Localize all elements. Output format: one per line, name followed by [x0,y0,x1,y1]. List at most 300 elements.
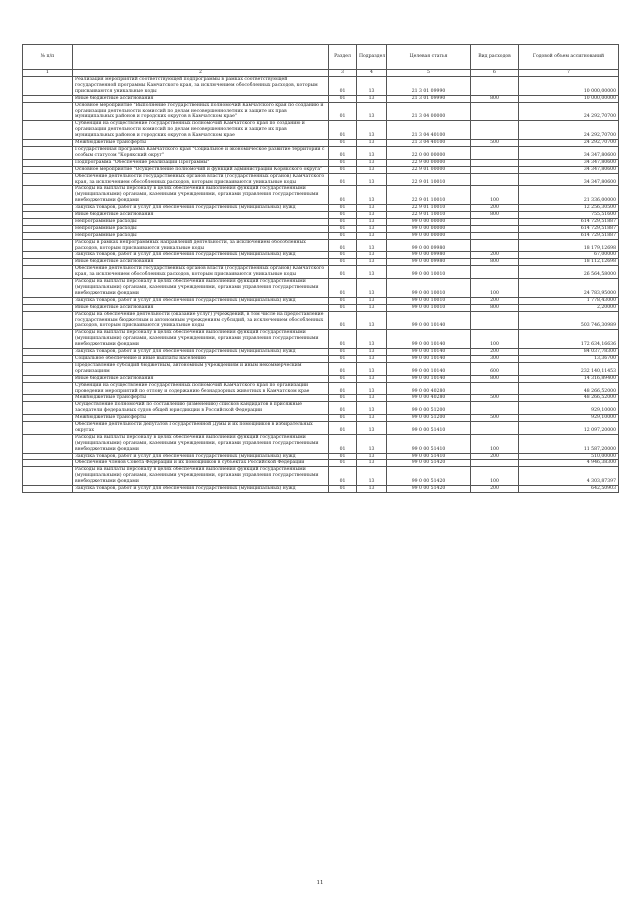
table-row [23,402,619,415]
page-number: 11 [316,880,324,886]
row-section: 01 [329,159,357,166]
row-name: Расходы в рамках непрограммных направлений деятельности, за исключением обособленных расходов, которым присваиваются уникальные коды [73,239,329,252]
row-section: 01 [329,279,357,298]
row-number [23,467,73,486]
table-row [23,434,619,453]
row-number [23,186,73,205]
row-number [23,239,73,252]
row-amount: 4 303,87397 [519,467,619,486]
table-row [23,375,619,382]
row-amount: 11 587,20000 [519,434,619,453]
row-subsection: 13 [357,259,387,266]
table-row [23,239,619,252]
row-section: 01 [329,297,357,304]
row-number [23,225,73,232]
row-number [23,330,73,349]
row-expense-type [471,218,519,225]
table-row [23,415,619,422]
table-row [23,486,619,493]
table-row [23,232,619,239]
row-number [23,252,73,259]
row-number [23,402,73,415]
row-section: 01 [329,434,357,453]
row-name: Закупка товаров, работ и услуг для обеспечения государственных (муниципальных) нужд [73,453,329,460]
row-amount: 48 266,52000 [519,382,619,395]
row-number [23,95,73,102]
row-amount: 24 292,70700 [519,140,619,147]
row-section: 01 [329,349,357,356]
row-section: 01 [329,395,357,402]
row-expense-type [471,422,519,435]
row-amount: 34 347,80600 [519,173,619,186]
row-expense-type: 200 [471,297,519,304]
row-target-article: 99 0 00 51420 [387,460,471,467]
row-subsection: 13 [357,453,387,460]
row-number [23,304,73,311]
row-expense-type: 100 [471,467,519,486]
header-target-article: Целевая статья [387,45,471,70]
table-row [23,121,619,140]
row-name: Закупка товаров, работ и услуг для обеспечения государственных (муниципальных) нужд [73,252,329,259]
row-expense-type: 100 [471,279,519,298]
row-expense-type [471,173,519,186]
row-target-article: 99 0 00 40280 [387,395,471,402]
table-row [23,467,619,486]
budget-table-page [22,44,618,493]
row-subsection: 13 [357,239,387,252]
row-expense-type [471,266,519,279]
table-row [23,382,619,395]
index-cell: 5 [387,70,471,77]
table-row [23,349,619,356]
row-name: Реализация мероприятий соответствующей подпрограммы в рамках соответствующей государственной программы Камчатского края, за исключением обособленных расходов, которым присваиваются уникальные коды [73,77,329,96]
row-target-article: 99 0 00 10140 [387,349,471,356]
row-name: Основное мероприятие "Выполнение государственных полномочий Камчатского края по созданию и организации деятельности комиссий по делам несовершеннолетних и защите их прав муниципальных районов и городских округов в Камчатском крае" [73,102,329,121]
row-amount: 172 634,16636 [519,330,619,349]
header-section: Раздел [329,45,357,70]
row-amount: 24 292,70700 [519,121,619,140]
row-expense-type [471,232,519,239]
row-section: 01 [329,402,357,415]
row-name: Расходы на обеспечение деятельности (оказание услуг) учреждений, в том числе на предоставление государственным бюджетным и автономным учреждениям субсидий, за исключением обособленных расходов, которым присваиваются уникальные коды [73,311,329,330]
row-amount: 14 316,89400 [519,375,619,382]
row-number [23,140,73,147]
row-number [23,297,73,304]
index-cell: 4 [357,70,387,77]
table-row [23,77,619,96]
row-target-article: 99 0 00 51420 [387,486,471,493]
index-cell: 1 [23,70,73,77]
row-expense-type: 200 [471,252,519,259]
row-name: Непрограммные расходы [73,218,329,225]
row-expense-type: 800 [471,375,519,382]
table-row [23,166,619,173]
row-name: Обеспечение членов Совета Федерации и их помощников в субъектах Российской Федерации [73,460,329,467]
row-name: Межбюджетные трансферты [73,415,329,422]
row-subsection: 13 [357,330,387,349]
row-section: 01 [329,252,357,259]
row-target-article: 99 0 00 10140 [387,362,471,375]
table-row [23,330,619,349]
column-index-row [23,70,619,77]
row-target-article: 21 3 04 40100 [387,140,471,147]
table-row [23,225,619,232]
row-target-article: 22 9 01 10010 [387,186,471,205]
row-target-article: 99 0 00 10010 [387,279,471,298]
row-number [23,311,73,330]
row-expense-type: 200 [471,349,519,356]
row-expense-type: 500 [471,140,519,147]
row-amount: 67,00000 [519,252,619,259]
row-section: 01 [329,259,357,266]
row-amount: 18 179,12698 [519,239,619,252]
row-name: Закупка товаров, работ и услуг для обеспечения государственных (муниципальных) нужд [73,486,329,493]
table-row [23,279,619,298]
row-expense-type: 600 [471,362,519,375]
row-section: 01 [329,422,357,435]
row-target-article: 21 3 01 09990 [387,77,471,96]
header-subsection: Подраздел [357,45,387,70]
row-section: 01 [329,218,357,225]
row-expense-type: 800 [471,95,519,102]
budget-table [22,44,619,493]
row-subsection: 13 [357,422,387,435]
table-row [23,460,619,467]
row-target-article: 22 0 00 00000 [387,146,471,159]
row-name: Межбюджетные трансферты [73,140,329,147]
row-amount: 614 729,51887 [519,218,619,225]
row-section: 01 [329,382,357,395]
row-subsection: 13 [357,382,387,395]
row-amount: 2,20000 [519,304,619,311]
index-cell: 7 [519,70,619,77]
row-expense-type: 500 [471,395,519,402]
row-target-article: 99 0 00 51200 [387,415,471,422]
row-section: 01 [329,95,357,102]
row-name: Расходы на выплаты персоналу в целях обеспечения выполнения функций государственными (муниципальными) органами, казенными учреждениями, органами управления государственными внебюджетными фондами [73,279,329,298]
row-expense-type: 200 [471,486,519,493]
row-subsection: 13 [357,121,387,140]
row-amount: 929,10000 [519,402,619,415]
row-section: 01 [329,467,357,486]
row-name: Закупка товаров, работ и услуг для обеспечения государственных (муниципальных) нужд [73,349,329,356]
table-row [23,259,619,266]
row-subsection: 13 [357,460,387,467]
row-amount: 34 347,80600 [519,166,619,173]
row-expense-type [471,77,519,96]
table-body [23,77,619,493]
row-subsection: 13 [357,266,387,279]
row-name: Межбюджетные трансферты [73,395,329,402]
row-subsection: 13 [357,402,387,415]
row-expense-type: 200 [471,205,519,212]
table-row [23,140,619,147]
row-name: Иные бюджетные ассигнования [73,304,329,311]
row-subsection: 13 [357,166,387,173]
row-number [23,349,73,356]
row-amount: 10 000,00000 [519,77,619,96]
row-expense-type [471,382,519,395]
row-subsection: 13 [357,159,387,166]
row-amount: 24 783,95000 [519,279,619,298]
row-number [23,382,73,395]
row-number [23,205,73,212]
row-amount: 929,10000 [519,415,619,422]
row-number [23,77,73,96]
table-row [23,95,619,102]
table-row [23,205,619,212]
row-number [23,395,73,402]
table-row [23,186,619,205]
header-expense-type: Вид расходов [471,45,519,70]
row-amount: 1 778,43000 [519,297,619,304]
row-amount: 26 564,58000 [519,266,619,279]
row-subsection: 13 [357,77,387,96]
row-expense-type: 100 [471,330,519,349]
row-name: Иные бюджетные ассигнования [73,95,329,102]
row-target-article: 99 0 00 10140 [387,311,471,330]
table-row [23,297,619,304]
row-number [23,159,73,166]
row-number [23,121,73,140]
row-name: Подпрограмма "Обеспечение реализации Программы" [73,159,329,166]
row-number [23,166,73,173]
row-expense-type [471,402,519,415]
row-section: 01 [329,486,357,493]
row-expense-type [471,166,519,173]
row-expense-type: 500 [471,415,519,422]
row-subsection: 13 [357,279,387,298]
row-target-article: 99 0 00 00000 [387,225,471,232]
table-row [23,311,619,330]
row-subsection: 13 [357,173,387,186]
row-section: 01 [329,232,357,239]
row-target-article: 99 0 00 10010 [387,266,471,279]
row-amount: 34 347,80600 [519,159,619,166]
row-section: 01 [329,330,357,349]
row-expense-type [471,225,519,232]
row-section: 01 [329,77,357,96]
row-expense-type [471,460,519,467]
table-row [23,395,619,402]
row-section: 01 [329,453,357,460]
row-section: 01 [329,239,357,252]
row-name: Социальное обеспечение и иные выплаты населению [73,355,329,362]
row-amount: 24 292,70700 [519,102,619,121]
row-name: Непрограммные расходы [73,232,329,239]
row-expense-type: 300 [471,355,519,362]
table-row [23,266,619,279]
row-target-article: 99 0 00 51410 [387,434,471,453]
row-section: 01 [329,102,357,121]
row-section: 01 [329,362,357,375]
row-number [23,486,73,493]
row-name: Расходы на выплаты персоналу в целях обеспечения выполнения функций государственными (муниципальными) органами, казенными учреждениями, органами управления государственными внебюджетными фондами [73,186,329,205]
row-subsection: 13 [357,232,387,239]
row-name: Иные бюджетные ассигнования [73,212,329,219]
row-section: 01 [329,225,357,232]
row-expense-type [471,146,519,159]
row-expense-type: 800 [471,259,519,266]
table-row [23,218,619,225]
table-row [23,173,619,186]
header-name [73,45,329,70]
row-target-article: 99 0 00 09980 [387,252,471,259]
row-subsection: 13 [357,415,387,422]
row-expense-type [471,311,519,330]
table-row [23,355,619,362]
row-name: Обеспечение деятельности государственных органов власти (государственных органов) Камчатского края, за исключением обособленных расходов, которым присваиваются уникальные коды [73,266,329,279]
row-expense-type [471,239,519,252]
row-subsection: 13 [357,212,387,219]
table-row [23,362,619,375]
row-amount: 13,36700 [519,355,619,362]
row-number [23,102,73,121]
row-section: 01 [329,121,357,140]
row-amount: 12 097,20000 [519,422,619,435]
row-target-article: 99 0 00 10010 [387,304,471,311]
row-section: 01 [329,212,357,219]
row-expense-type [471,159,519,166]
row-name: Расходы на выплаты персоналу в целях обеспечения выполнения функций государственными (муниципальными) органами, казенными учреждениями, органами управления государственными внебюджетными фондами [73,434,329,453]
table-row [23,212,619,219]
row-subsection: 13 [357,95,387,102]
row-subsection: 13 [357,375,387,382]
table-header-row [23,45,619,70]
row-number [23,146,73,159]
row-section: 01 [329,375,357,382]
row-subsection: 13 [357,311,387,330]
row-name: Закупка товаров, работ и услуг для обеспечения государственных (муниципальных) нужд [73,205,329,212]
row-amount: 10 000,00000 [519,95,619,102]
row-target-article: 21 3 04 00000 [387,102,471,121]
row-name: Осуществление полномочий по составлению (изменению) списков кандидатов в присяжные заседатели федеральных судов общей юрисдикции в Российской Федерации [73,402,329,415]
row-target-article: 21 3 04 40100 [387,121,471,140]
row-subsection: 13 [357,140,387,147]
row-subsection: 13 [357,486,387,493]
table-row [23,102,619,121]
row-name: Иные бюджетные ассигнования [73,259,329,266]
row-number [23,434,73,453]
row-section: 01 [329,166,357,173]
row-number [23,266,73,279]
row-subsection: 13 [357,218,387,225]
table-row [23,304,619,311]
row-section: 01 [329,460,357,467]
row-subsection: 13 [357,434,387,453]
row-expense-type: 100 [471,434,519,453]
row-subsection: 13 [357,395,387,402]
row-number [23,415,73,422]
row-target-article: 99 0 00 09980 [387,239,471,252]
row-target-article: 21 3 01 09990 [387,95,471,102]
row-name: Обеспечение деятельности государственных органов власти (государственных органов) Камчатского края, за исключением обособленных расходов, которым присваиваются уникальные коды [73,173,329,186]
row-expense-type [471,102,519,121]
row-target-article: 22 9 01 10010 [387,205,471,212]
row-amount: 34 347,80600 [519,146,619,159]
row-amount: 503 746,30989 [519,311,619,330]
row-target-article: 22 9 01 10010 [387,173,471,186]
row-target-article: 99 0 00 10140 [387,330,471,349]
row-name: Иные бюджетные ассигнования [73,375,329,382]
row-amount: 755,51600 [519,212,619,219]
row-target-article: 99 0 00 51420 [387,467,471,486]
row-subsection: 13 [357,349,387,356]
row-number [23,279,73,298]
row-target-article: 99 0 00 10140 [387,355,471,362]
row-expense-type: 800 [471,212,519,219]
row-amount: 510,00000 [519,453,619,460]
row-name: Непрограммные расходы [73,225,329,232]
row-number [23,259,73,266]
row-subsection: 13 [357,355,387,362]
table-row [23,159,619,166]
row-number [23,355,73,362]
row-subsection: 13 [357,304,387,311]
row-amount: 12 256,30500 [519,205,619,212]
row-number [23,375,73,382]
row-name: Расходы на выплаты персоналу в целях обеспечения выполнения функций государственными (муниципальными) органами, казенными учреждениями, органами управления государственными внебюджетными фондами [73,330,329,349]
table-row [23,422,619,435]
header-annual-amount: Годовой объем ассигнований [519,45,619,70]
index-cell: 6 [471,70,519,77]
row-section: 01 [329,205,357,212]
table-row [23,252,619,259]
row-number [23,232,73,239]
row-target-article: 22 9 01 10010 [387,212,471,219]
row-amount: 21 336,00000 [519,186,619,205]
row-target-article: 99 0 00 51410 [387,422,471,435]
row-section: 01 [329,146,357,159]
row-name: Закупка товаров, работ и услуг для обеспечения государственных (муниципальных) нужд [73,297,329,304]
row-amount: 18 112,12698 [519,259,619,266]
row-section: 01 [329,311,357,330]
row-target-article: 99 0 00 00000 [387,232,471,239]
row-target-article: 22 9 01 00000 [387,166,471,173]
row-target-article: 99 0 00 40280 [387,382,471,395]
row-subsection: 13 [357,205,387,212]
row-name: Государственная программа Камчатского края "Социальное и экономическое развитие территории с особым статусом "Корякский округ" [73,146,329,159]
row-target-article: 99 0 00 51410 [387,453,471,460]
row-expense-type: 800 [471,304,519,311]
row-amount: 642,50903 [519,486,619,493]
row-target-article: 99 0 00 10140 [387,375,471,382]
row-section: 01 [329,140,357,147]
row-amount: 48 266,52000 [519,395,619,402]
row-name: Субвенции на осуществление государственных полномочий Камчатского края по созданию и организации деятельности комиссий по делам несовершеннолетних и защите их прав муниципальных районов и городских округов в Камчатском крае [73,121,329,140]
row-subsection: 13 [357,252,387,259]
row-expense-type [471,121,519,140]
row-target-article: 99 0 00 00000 [387,218,471,225]
row-number [23,362,73,375]
row-amount: 4 946,38300 [519,460,619,467]
row-amount: 614 729,51887 [519,225,619,232]
table-row [23,146,619,159]
row-name: Субвенции на осуществление государственных полномочий Камчатского края по организации проведения мероприятий по отлову и содержанию безнадзорных животных в Камчатском крае [73,382,329,395]
table-row [23,453,619,460]
row-subsection: 13 [357,467,387,486]
row-section: 01 [329,415,357,422]
row-number [23,212,73,219]
row-target-article: 99 0 00 10010 [387,297,471,304]
row-section: 01 [329,355,357,362]
row-amount: 614 729,51887 [519,232,619,239]
row-amount: 84 037,78300 [519,349,619,356]
row-expense-type: 200 [471,453,519,460]
row-target-article: 99 0 00 09980 [387,259,471,266]
row-expense-type: 100 [471,186,519,205]
row-subsection: 13 [357,102,387,121]
